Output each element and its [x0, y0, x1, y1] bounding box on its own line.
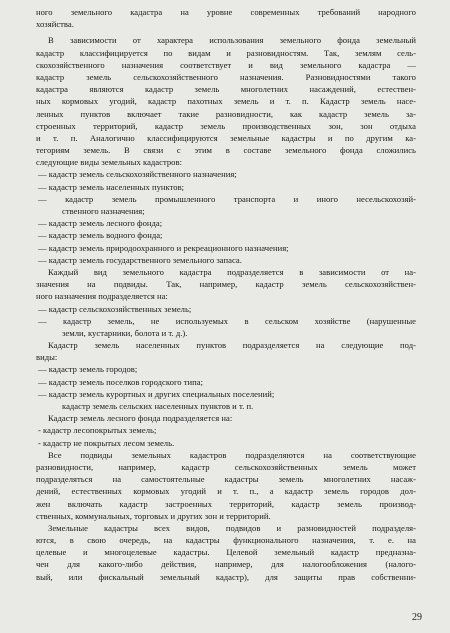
text-line: подразделяться на самостоятельные кадастры земель многолетних насаж- — [36, 474, 416, 485]
text-line: — кадастр сельскохозяйственных земель; — [38, 303, 192, 314]
text-line: — кадастр земель поселков городского типа; — [38, 376, 204, 387]
text-line: целевые и многоцелевые кадастры. Целевой земельный кадастр предназна- — [36, 547, 416, 558]
text-line: вый, или фискальный земельный кадастр), для защиты прав собственни- — [36, 571, 416, 582]
text-line: тегориям земель. В связи с этим в составе земельного фонда сложились — [36, 145, 416, 156]
text-line: скохозяйственного назначения соответствует и вид земельного кадастра — — [36, 59, 416, 70]
text-line: значения на подвиды. Так, например, кадастр земель сельскохозяйствен- — [36, 279, 416, 290]
text-line: кадастр земель сельскохозяйственного назначения. Разновидностями такого — [36, 71, 416, 82]
text-line: жен включать кадастр застроенных территорий, кадастр земель производ- — [36, 498, 416, 509]
text-line: ного назначения подразделяется на: — [36, 291, 168, 302]
text-line: следующие виды земельных кадастров: — [36, 157, 182, 168]
page-number: 29 — [412, 612, 422, 623]
text-line: Каждый вид земельного кадастра подразделяется в зависимости от на- — [48, 266, 416, 277]
text-line: — кадастр земель лесного фонда; — [38, 218, 163, 229]
text-line: ственного назначения; — [62, 206, 145, 216]
text-line: — кадастр земель, не используемых в сельском хозяйстве (нарушенные — [38, 315, 416, 326]
text-line: Кадастр земель лесного фонда подразделяется на: — [48, 413, 233, 424]
text-line: разновидности, например, кадастр сельскохозяйственных земель может — [36, 461, 416, 472]
text-line: — кадастр земель промышленного транспорта и иного несельскохозяй- — [38, 193, 416, 204]
text-line: Все подвиды земельных кадастров подразделяются на соответствующие — [48, 449, 416, 460]
text-line: — кадастр земель сельскохозяйственного назначения; — [38, 169, 237, 180]
text-line: — кадастр земель государственного земельного запаса. — [38, 254, 242, 265]
text-line: кадастр земель сельских населенных пунктов и т. п. — [62, 401, 254, 411]
text-line: В зависимости от характера использования земельного фонда земельный — [48, 35, 416, 46]
text-line: дений, естественных кормовых угодий и т. п., а кадастр земель городов дол- — [36, 486, 416, 497]
text-line: ются, в свою очередь, на кадастры функционального назначения, т. е. на — [36, 535, 416, 546]
text-line: чен для какого-либо действия, например, для налогообложения (налого- — [36, 559, 416, 570]
text-line: — кадастр земель городов; — [38, 364, 138, 375]
text-line: кадастр классифицируется по видам и разновидностям. Так, землям сель- — [36, 47, 416, 58]
text-line: строенных территорий, кадастр земель производственных зон, зон отдыха — [36, 120, 416, 131]
text-line: — кадастр земель курортных и других специальных поселений; — [38, 388, 275, 399]
text-line: виды: — [36, 352, 58, 363]
text-line: ленных пунктов включает такие разновидности, как кадастр земель за- — [36, 108, 416, 119]
text-line: кадастра являются кадастр земель многолетних насаждений, естествен- — [36, 84, 416, 95]
text-line: хозяйства. — [36, 19, 74, 30]
text-line: — кадастр земель водного фонда; — [38, 230, 163, 241]
document-text — [36, 6, 416, 583]
text-line: — кадастр земель природоохранного и рекреационного назначения; — [38, 242, 289, 253]
text-line: Кадастр земель населенных пунктов подразделяется на следующие под- — [48, 340, 416, 351]
text-line: земли, кустарники, болота и т. д.). — [62, 327, 188, 338]
text-line: - кадастр лесопокрытых земель; — [38, 425, 157, 436]
text-line: — кадастр земель населенных пунктов; — [38, 181, 185, 192]
text-line: - кадастр не покрытых лесом земель. — [38, 437, 175, 448]
text-line: ного земельного кадастра на уровне современных требований народного — [36, 7, 416, 17]
text-line: ных кормовых угодий, кадастр пахотных земель и т. п. Кадастр земель насе- — [36, 96, 416, 107]
text-line: Земельные кадастры всех видов, подвидов и разновидностей подразделя- — [48, 522, 416, 533]
text-line: и т. п. Аналогично классифицируются земельные кадастры и по другим ка- — [36, 132, 416, 143]
text-line: ственных, коммунальных, торговых и других зон и территорий. — [36, 510, 271, 521]
